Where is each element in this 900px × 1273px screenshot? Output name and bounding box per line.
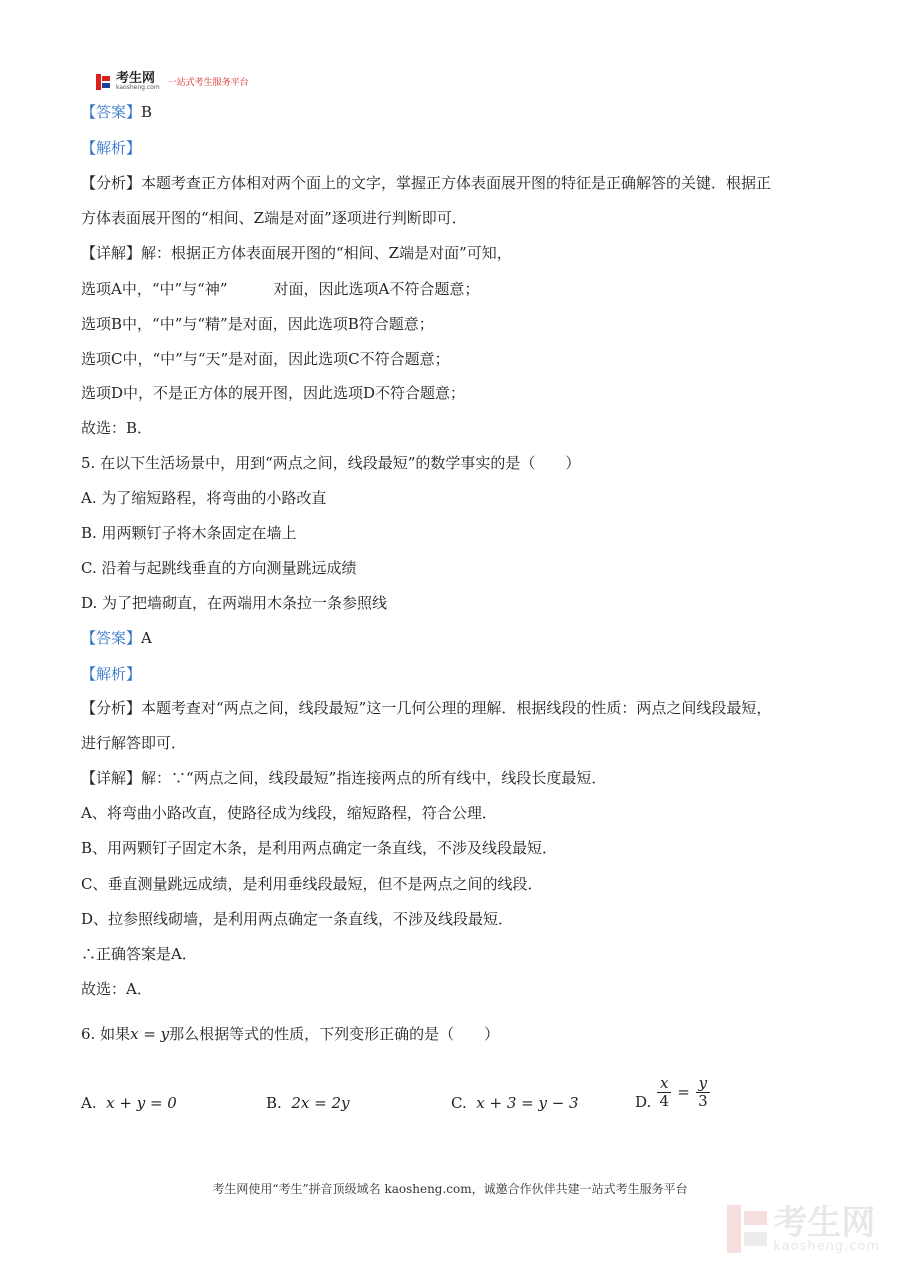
answer-tag: 【答案】 [81,629,142,647]
fenxi-tag: 【分析】 [81,174,142,192]
watermark [727,1202,880,1254]
option-label: A. [81,1094,97,1112]
fenxi-text: 本题考查正方体相对两个面上的文字，掌握正方体表面展开图的特征是正确解答的关键．根据正 [141,174,772,192]
answer-value: B [141,103,153,121]
q5-option-d: D. 为了把墙砌直，在两端用木条拉一条参照线 [81,594,388,612]
q5-analysis-tag [81,664,141,684]
xiangjie-tag: 【详解】 [81,244,142,262]
answer-value: A [141,629,152,647]
denominator: 4 [659,1091,670,1110]
logo-text [116,72,160,91]
logo-slogan: 一站式考生服务平台 [167,78,249,88]
logo-en: kaosheng.com [116,84,160,91]
q5-fenxi-1 [81,698,771,718]
watermark-en: kaosheng.com [773,1238,880,1254]
fraction-right [696,1075,710,1110]
xiangjie-text: 解：∵“两点之间，线段最短”指连接两点的所有线中，线段长度最短． [141,769,607,787]
option-expr: 2x = 2y [291,1094,350,1112]
watermark-logo-icon [727,1205,767,1253]
q6-stem-suffix: 那么根据等式的性质，下列变形正确的是（ ） [169,1025,500,1043]
line-a-part2: 对面，因此选项A不符合题意； [273,280,480,298]
option-label: B. [266,1094,282,1112]
option-label: D. [635,1093,652,1111]
answer-tag: 【答案】 [81,103,142,121]
q5-detail-a: A、将弯曲小路改直，使路径成为线段，缩短路程，符合公理． [81,804,497,822]
q5-detail-d: D、拉参照线砌墙，是利用两点确定一条直线，不涉及线段最短． [81,910,514,928]
q4-line-d: 选项D中，不是正方体的展开图，因此选项D不符合题意； [81,384,466,402]
q6-option-b [266,1094,349,1112]
watermark-text [773,1202,880,1254]
q5-xiangjie [81,768,606,788]
q5-option-a: A. 为了缩短路程，将弯曲的小路改直 [81,489,327,507]
q4-guxuan: 故选：B． [81,419,153,437]
option-expr: x + y = 0 [106,1094,177,1112]
q5-fenxi-2: 进行解答即可． [81,734,187,752]
analysis-tag: 【解析】 [81,665,142,683]
q6-option-a [81,1094,177,1112]
q5-detail-b: B、用两颗钉子固定木条，是利用两点确定一条直线，不涉及线段最短． [81,839,558,857]
line-a-part1: 选项A中，“中”与“神” [81,280,228,298]
header-logo [96,72,249,91]
q6-stem-prefix: 6. 如果 [81,1025,131,1043]
q4-line-c: 选项C中，“中”与“天”是对面，因此选项C不符合题意； [81,350,450,368]
denominator: 3 [698,1091,708,1110]
q4-line-a [81,279,479,299]
logo-icon [96,74,110,90]
q5-answer [81,628,152,648]
option-expr: x + 3 = y − 3 [476,1094,579,1112]
q5-option-c: C. 沿着与起跳线垂直的方向测量跳远成绩 [81,559,357,577]
analysis-tag: 【解析】 [81,139,142,157]
q4-analysis-tag [81,138,141,158]
q5-option-b: B. 用两颗钉子将木条固定在墙上 [81,524,297,542]
q5-detail-c: C、垂直测量跳远成绩，是利用垂线段最短，但不是两点之间的线段． [81,875,543,893]
numerator: x [660,1073,669,1092]
xiangjie-tag: 【详解】 [81,769,142,787]
page-footer: 考生网使用“考生”拼音顶级域名 kaosheng.com，诚邀合作伙伴共建一站式考生服务平台 [212,1182,688,1196]
q4-fenxi-2: 方体表面展开图的“相间、Z端是对面”逐项进行判断即可． [81,209,467,227]
fenxi-text: 本题考查对“两点之间，线段最短”这一几何公理的理解．根据线段的性质：两点之间线段最短， [141,699,772,717]
q4-answer [81,102,152,122]
q4-xiangjie [81,243,512,263]
numerator: y [698,1073,708,1092]
logo-cn: 考生网 [116,71,156,86]
q6-option-d [635,1073,710,1111]
q5-conclusion: ∴正确答案是A． [81,945,197,963]
watermark-cn: 考生网 [773,1202,876,1243]
q6-option-c [451,1094,579,1112]
q4-fenxi-1 [81,173,771,193]
q6-stem [81,1024,499,1044]
q5-stem: 5. 在以下生活场景中，用到“两点之间，线段最短”的数学事实的是（ ） [81,454,581,472]
equals-sign: = [677,1083,690,1101]
xiangjie-text: 解：根据正方体表面展开图的“相间、Z端是对面”可知， [141,244,512,262]
q6-stem-math: x = y [130,1025,170,1043]
q5-guxuan: 故选：A． [81,980,152,998]
q4-line-b: 选项B中，“中”与“精”是对面，因此选项B符合题意； [81,315,434,333]
fenxi-tag: 【分析】 [81,699,142,717]
fraction-left [657,1075,671,1110]
option-label: C. [451,1094,467,1112]
